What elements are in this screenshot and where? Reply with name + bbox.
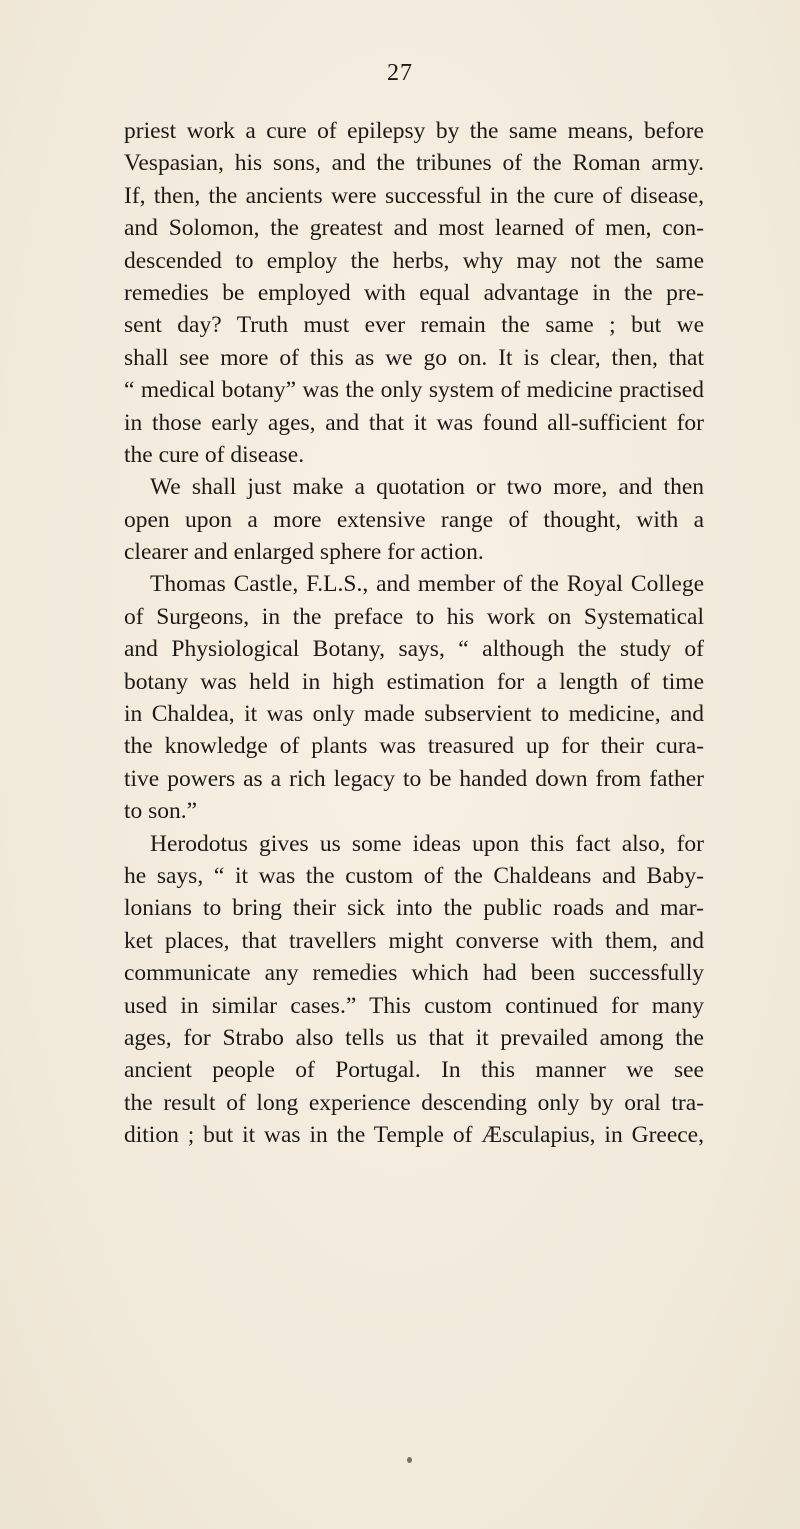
text-line: remedies be employed with equal advantage in the pre- (124, 279, 704, 306)
text-line: ages, for Strabo also tells us that it prevailed among the (124, 1024, 704, 1051)
text-line: he says, “ it was the custom of the Chaldeans and Baby- (124, 862, 704, 889)
text-line: Herodotus gives us some ideas upon this fact also, for (150, 830, 704, 857)
text-line: in Chaldea, it was only made subservient to medicine, and (124, 701, 704, 728)
text-line: Vespasian, his sons, and the tribunes of the Roman army. (124, 150, 704, 177)
text-line: of Surgeons, in the preface to his work on Systematical (124, 603, 704, 630)
text-line: descended to employ the herbs, why may not the same (124, 247, 704, 274)
text-line: used in similar cases.” This custom continued for many (124, 992, 704, 1019)
text-line: clearer and enlarged sphere for action. (124, 539, 484, 566)
text-line: and Physiological Botany, says, “ although the study of (124, 636, 704, 663)
text-line: the cure of disease. (124, 441, 305, 468)
text-line: and Solomon, the greatest and most learned of men, con- (124, 215, 704, 242)
text-line: We shall just make a quotation or two more, and then (150, 474, 704, 501)
text-line: botany was held in high estimation for a length of time (124, 668, 704, 695)
text-line: the knowledge of plants was treasured up for their cura- (124, 733, 704, 760)
text-line: ancient people of Portugal. In this manner we see (124, 1057, 704, 1084)
page-number: 27 (387, 60, 413, 86)
body-text (124, 115, 704, 1152)
text-line: priest work a cure of epilepsy by the same means, before (124, 118, 704, 144)
text-line: the result of long experience descending only by oral tra- (124, 1089, 704, 1116)
text-line: to son.” (124, 798, 198, 825)
text-line: sent day? Truth must ever remain the same ; but we (124, 312, 704, 339)
text-line: “ medical botany” was the only system of medicine practised (124, 377, 704, 404)
text-line: in those early ages, and that it was found all-sufficient for (124, 409, 704, 436)
print-speck (407, 1457, 412, 1463)
text-line: Thomas Castle, F.L.S., and member of the Royal College (150, 571, 704, 598)
text-line: shall see more of this as we go on. It is clear, then, that (124, 344, 704, 371)
text-line: If, then, the ancients were successful in the cure of disease, (124, 182, 704, 209)
text-line: ket places, that travellers might converse with them, and (124, 927, 704, 954)
text-line: lonians to bring their sick into the public roads and mar- (124, 895, 704, 922)
text-line: open upon a more extensive range of thought, with a (124, 506, 704, 533)
text-line: tive powers as a rich legacy to be handed down from father (124, 765, 704, 792)
text-line: dition ; but it was in the Temple of Æsculapius, in Greece, (124, 1122, 704, 1149)
text-line: communicate any remedies which had been successfully (124, 960, 704, 987)
